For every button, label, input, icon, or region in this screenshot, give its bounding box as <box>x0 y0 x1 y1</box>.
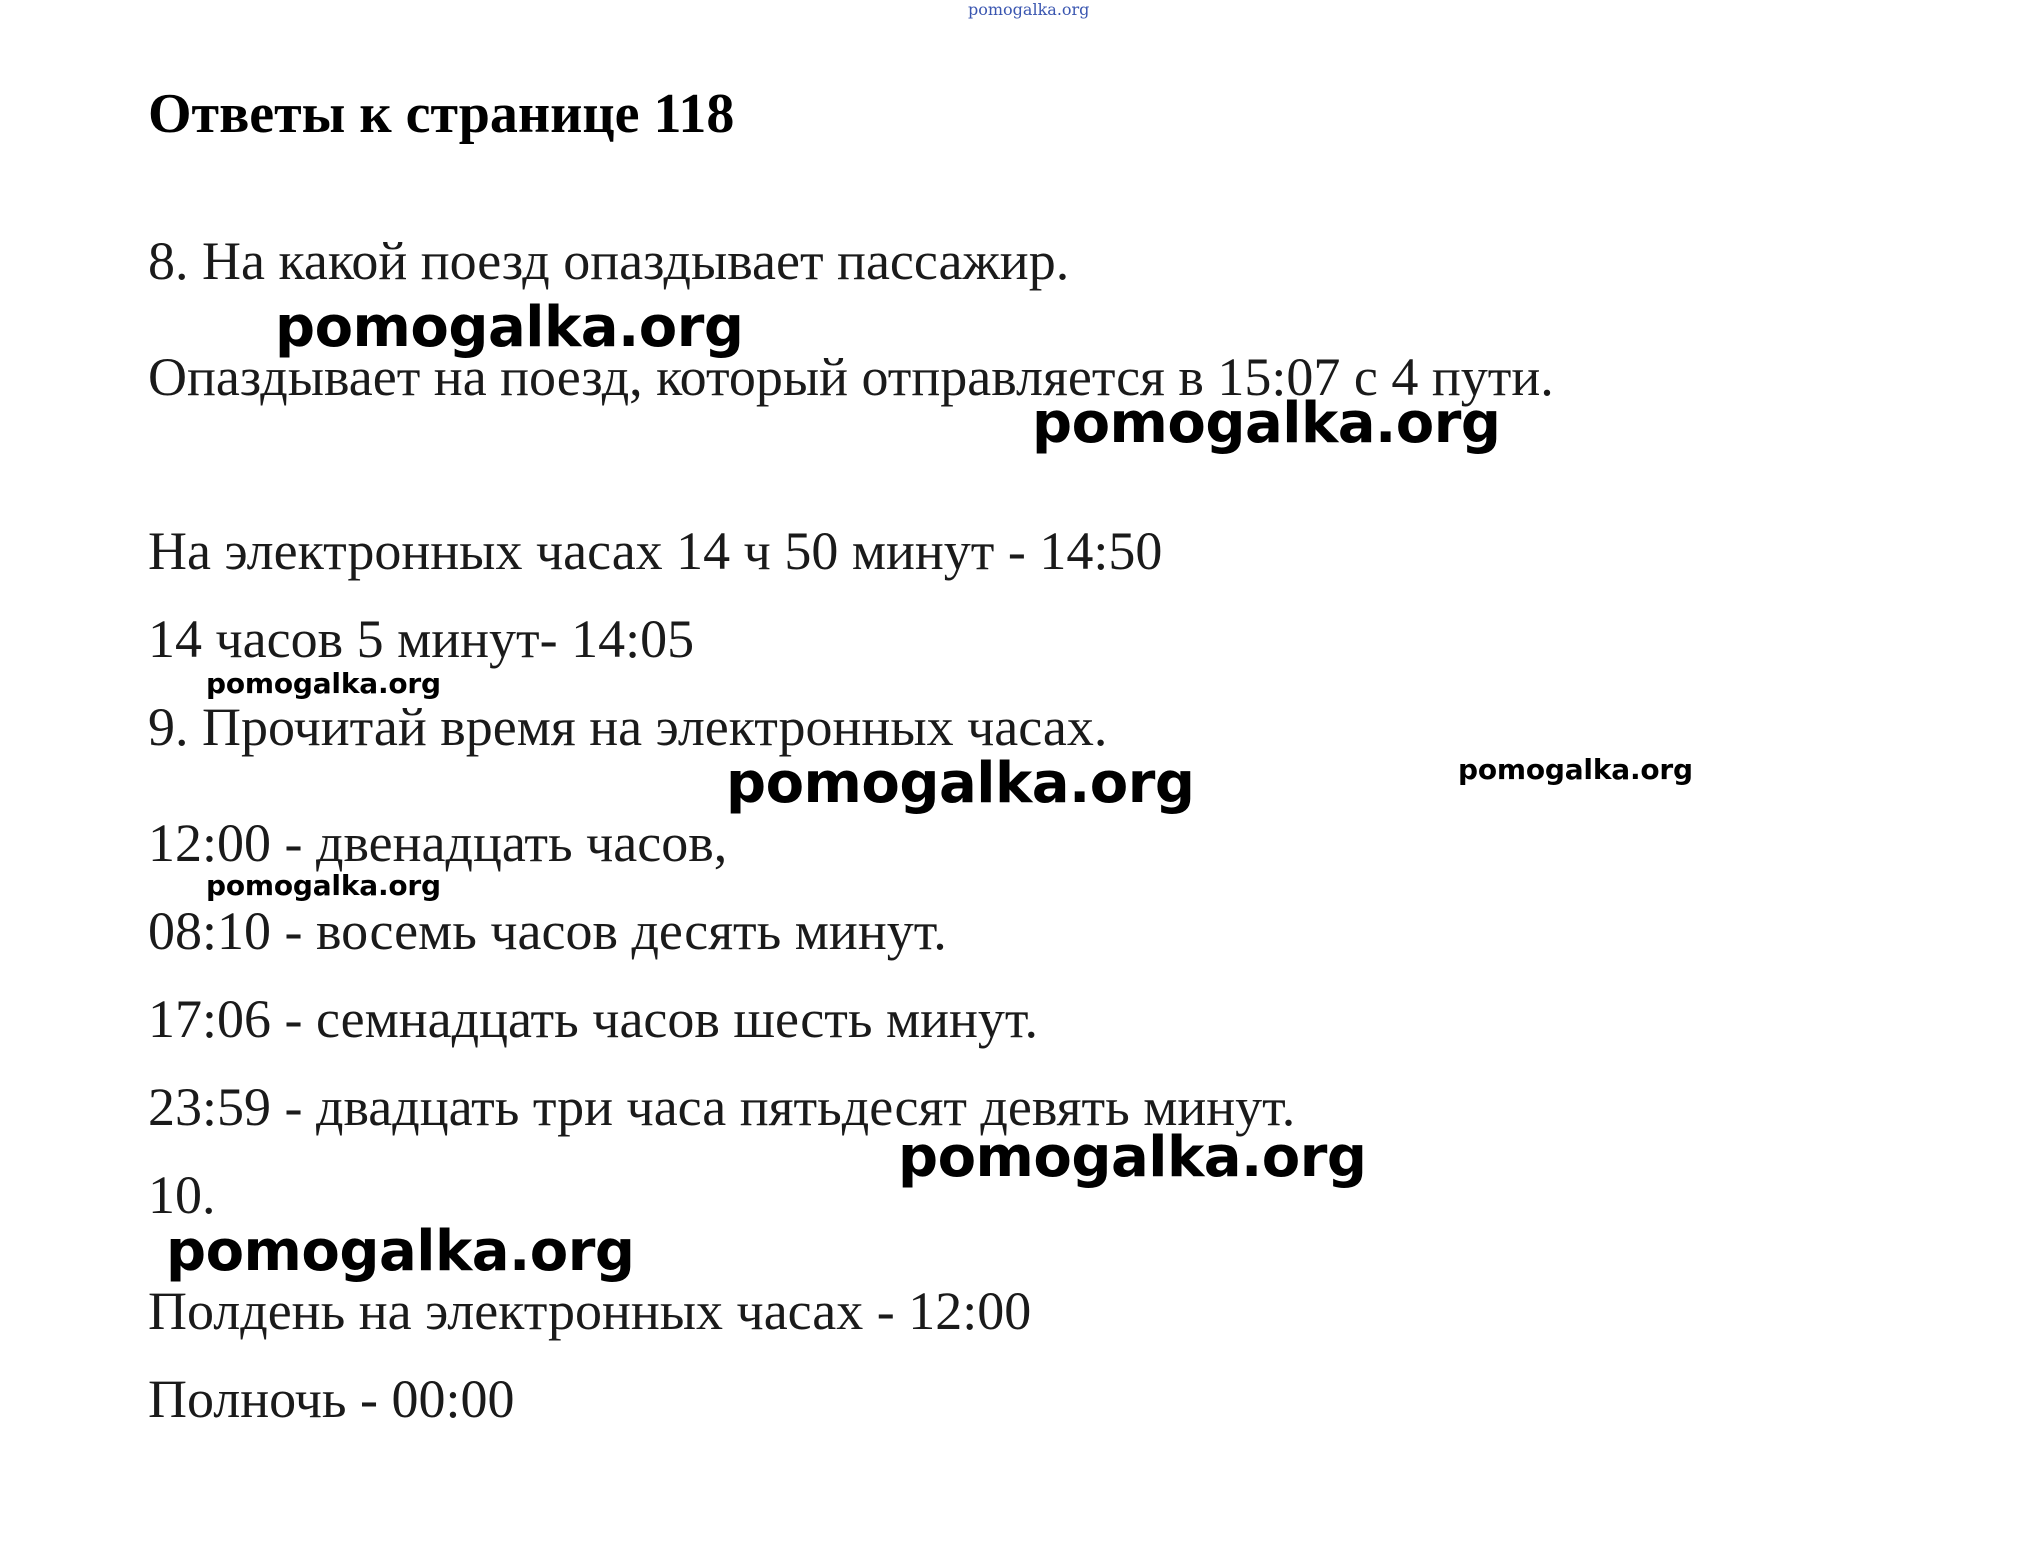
watermark: pomogalka.org <box>206 869 441 902</box>
answer-9-line-3: 17:06 - семнадцать часов шесть минут. <box>148 989 1038 1049</box>
clock-line-2: 14 часов 5 минут- 14:05 <box>148 609 695 669</box>
answer-9-line-2: 08:10 - восемь часов десять минут. <box>148 901 947 961</box>
question-9: 9. Прочитай время на электронных часах. <box>148 697 1108 757</box>
watermark: pomogalka.org <box>206 667 441 700</box>
answer-9-line-4: 23:59 - двадцать три часа пятьдесят девять минут. <box>148 1077 1296 1137</box>
answer-10-line-2: Полночь - 00:00 <box>148 1369 515 1429</box>
watermark: pomogalka.org <box>1458 753 1693 786</box>
question-8: 8. На какой поезд опаздывает пассажир. <box>148 231 1070 291</box>
header-watermark: pomogalka.org <box>968 0 1090 19</box>
watermark: pomogalka.org <box>275 295 744 360</box>
watermark: pomogalka.org <box>1032 391 1501 456</box>
watermark: pomogalka.org <box>898 1125 1367 1190</box>
page-title: Ответы к странице 118 <box>148 83 735 145</box>
question-10: 10. <box>148 1165 216 1225</box>
answer-10-line-1: Полдень на электронных часах - 12:00 <box>148 1281 1032 1341</box>
answer-8: Опаздывает на поезд, который отправляется в 15:07 с 4 пути. <box>148 347 1554 407</box>
answer-9-line-1: 12:00 - двенадцать часов, <box>148 813 728 873</box>
watermark: pomogalka.org <box>726 751 1195 816</box>
watermark: pomogalka.org <box>166 1219 635 1284</box>
clock-line-1: На электронных часах 14 ч 50 минут - 14:50 <box>148 521 1163 581</box>
